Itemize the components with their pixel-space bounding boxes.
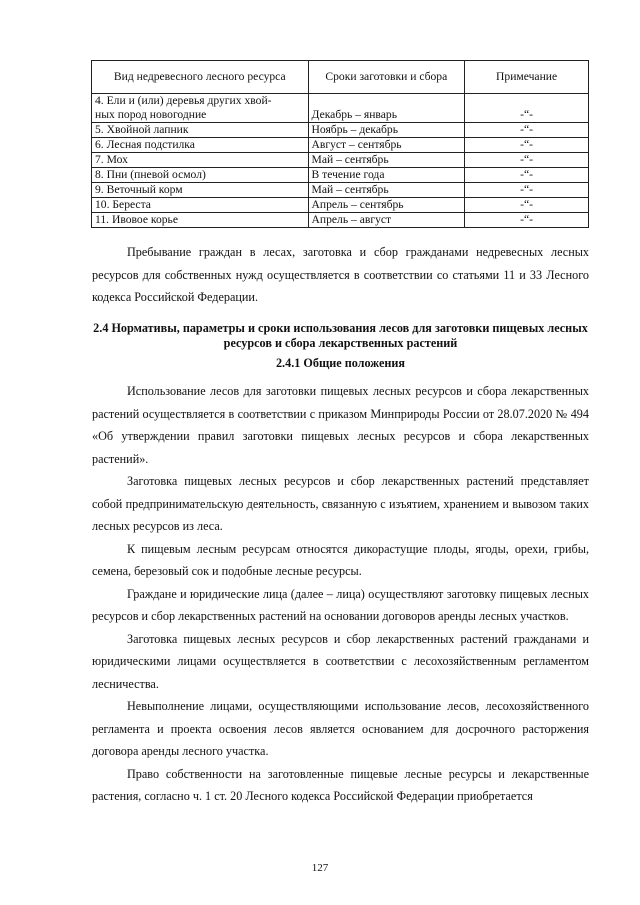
harvest-period-cell: Декабрь – январь (308, 94, 465, 123)
table-row (92, 123, 589, 138)
table-row (92, 183, 589, 198)
subsection-heading: 2.4.1 Общие положения (275, 356, 406, 370)
harvest-period-cell: Май – сентябрь (308, 153, 465, 168)
body-text (92, 380, 589, 808)
note-cell: -“- (465, 168, 589, 183)
non-timber-resources-table (91, 60, 589, 228)
note-cell: -“- (465, 183, 589, 198)
note-cell: -“- (465, 153, 589, 168)
paragraph: Граждане и юридические лица (далее – лица) осуществляют заготовку пищевых лесных ресурсов и сбор лекарственных растений на основании договоров аренды лесных участков. (92, 586, 589, 623)
table-row (92, 94, 589, 123)
table-row (92, 153, 589, 168)
harvest-period-cell: В течение года (308, 168, 465, 183)
note-cell: -“- (465, 138, 589, 153)
harvest-period-cell: Август – сентябрь (308, 138, 465, 153)
resource-name-cell: 11. Ивовое корье (92, 213, 309, 228)
paragraph: Заготовка пищевых лесных ресурсов и сбор лекарственных растений представляет собой предпринимательскую деятельность, связанную с изъятием, хранением и вывозом таких лесных ресурсов из леса. (92, 474, 589, 533)
paragraph: К пищевым лесным ресурсам относятся дикорастущие плоды, ягоды, орехи, грибы, семена, березовый сок и подобные лесные ресурсы. (92, 541, 589, 578)
paragraph-after-table: Пребывание граждан в лесах, заготовка и сбор гражданами недревесных лесных ресурсов для собственных нужд осуществляется в соответствии со статьями 11 и 33 Лесного кодекса Российской Федерации. (92, 245, 589, 304)
resource-name-cell: 10. Береста (92, 198, 309, 213)
note-cell: -“- (465, 198, 589, 213)
page-number: 127 (311, 862, 329, 874)
harvest-period-cell: Апрель – сентябрь (308, 198, 465, 213)
table-header-row (92, 61, 589, 94)
table-row (92, 168, 589, 183)
resource-name-cell: 9. Веточный корм (92, 183, 309, 198)
paragraph: Заготовка пищевых лесных ресурсов и сбор лекарственных растений гражданами и юридическими лицами осуществляется в соответствии с лесохозяйственным регламентом лесничества. (92, 631, 589, 691)
harvest-period-cell: Май – сентябрь (308, 183, 465, 198)
table-row (92, 213, 589, 228)
resource-name-cell: 8. Пни (пневой осмол) (92, 168, 309, 183)
intro-text (92, 241, 589, 309)
paragraph: Использование лесов для заготовки пищевых лесных ресурсов и сбора лекарственных растений осуществляется в соответствии с приказом Минприроды России от 28.07.2020 № 494 «Об утверждении правил заготовки пищевых лесных ресурсов и сбора лекарственных растений». (92, 384, 589, 466)
resource-name-cell (92, 94, 309, 123)
note-cell: -“- (465, 94, 589, 123)
paragraph: Право собственности на заготовленные пищевые лесные ресурсы и лекарственные растения, согласно ч. 1 ст. 20 Лесного кодекса Российской Федерации приобретается (92, 766, 589, 803)
resource-name-cell: 5. Хвойной лапник (92, 123, 309, 138)
resource-name-line: 4. Ели и (или) деревья других хвой- (95, 94, 272, 107)
note-cell: -“- (465, 123, 589, 138)
note-cell: -“- (465, 213, 589, 228)
resource-name-cell: 6. Лесная подстилка (92, 138, 309, 153)
section-heading: 2.4 Нормативы, параметры и сроки использования лесов для заготовки пищевых лесных ресурсов и сбора лекарственных растений (93, 321, 588, 350)
resource-name-cell: 7. Мох (92, 153, 309, 168)
harvest-period-cell: Ноябрь – декабрь (308, 123, 465, 138)
header-harvest-period: Сроки заготовки и сбора (308, 61, 465, 94)
paragraph: Невыполнение лицами, осуществляющими использование лесов, лесохозяйственного регламента и проекта освоения лесов является основанием для досрочного расторжения договора аренды лесного участка. (92, 699, 589, 758)
harvest-period-cell: Апрель – август (308, 213, 465, 228)
table-row (92, 138, 589, 153)
table-row (92, 198, 589, 213)
header-note: Примечание (465, 61, 589, 94)
resource-name-line: ных пород новогодние (95, 108, 207, 121)
header-resource-type: Вид недревесного лесного ресурса (92, 61, 309, 94)
